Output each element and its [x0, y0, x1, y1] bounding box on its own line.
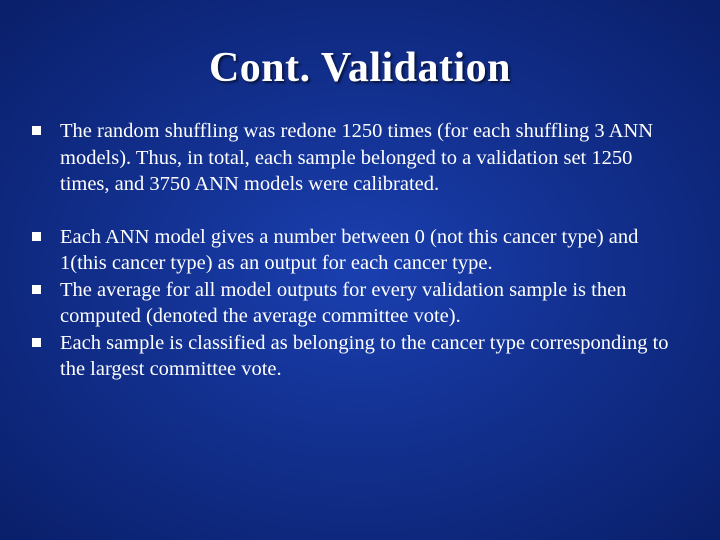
bullet-item [30, 330, 680, 383]
square-bullet-icon [32, 126, 41, 135]
bullet-text: The average for all model outputs for every validation sample is then computed (denoted the average committee vote). [60, 278, 627, 327]
square-bullet-icon [32, 285, 41, 294]
square-bullet-icon [32, 338, 41, 347]
bullet-item [30, 277, 680, 330]
bullet-text: Each sample is classified as belonging to the cancer type corresponding to the largest committee vote. [60, 331, 669, 380]
bullet-item [30, 224, 680, 277]
slide-title: Cont. Validation [208, 45, 512, 91]
square-bullet-icon [32, 232, 41, 241]
bullet-text: Each ANN model gives a number between 0 (not this cancer type) and 1(this cancer type) as an output for each cancer type. [60, 225, 639, 274]
bullet-text: The random shuffling was redone 1250 times (for each shuffling 3 ANN models). Thus, in total, each sample belonged to a validation set 1250 times, and 3750 ANN models were calibrated. [60, 120, 654, 195]
bullet-list [30, 118, 680, 383]
bullet-item [30, 118, 680, 198]
